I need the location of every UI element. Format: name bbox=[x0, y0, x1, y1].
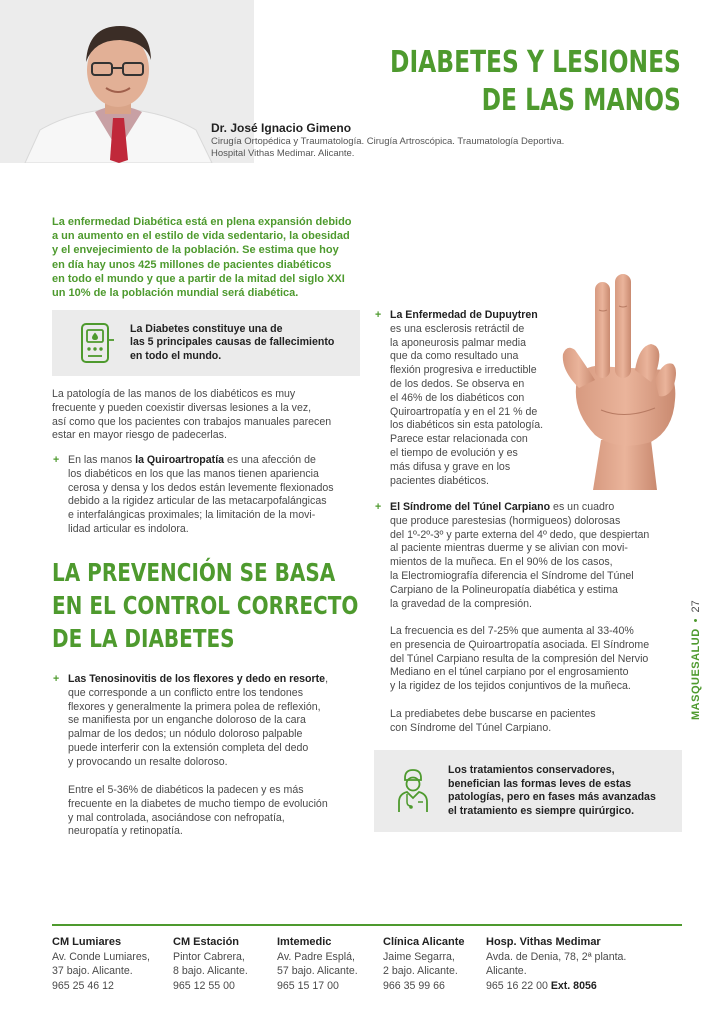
text-line: lidad articular es indolora. bbox=[68, 522, 189, 535]
page-number: 27 bbox=[690, 600, 702, 613]
location-phone: 965 15 17 00 bbox=[277, 979, 339, 992]
text-line: y la rigidez de los tejidos conjuntivos de la muñeca. bbox=[390, 680, 631, 693]
text-line: que produce parestesias (hormigueos) dolorosas bbox=[390, 514, 621, 527]
text-line: Entre el 5-36% de diabéticos la padecen y es más bbox=[68, 784, 304, 796]
text-line: el tiempo de evolución y es bbox=[390, 446, 518, 459]
location-address: Alicante. bbox=[486, 965, 527, 977]
footer-divider bbox=[52, 924, 682, 926]
text-line: frecuente y pueden coexistir diversas lesiones a la vez, bbox=[52, 401, 312, 414]
text-line: que da como resultado una bbox=[390, 350, 519, 363]
text-line: Parece estar relacionada con bbox=[390, 433, 528, 446]
text-line: y mal controlada, asociándose con nefropatía, bbox=[68, 811, 285, 824]
author-role-line-2: Hospital Vithas Medimar. Alicante. bbox=[211, 148, 355, 159]
location-address: Av. Padre Esplá, bbox=[277, 950, 355, 963]
text-line: la Electromiografía diferencia el Síndrome del Túnel bbox=[390, 569, 634, 582]
heading-line: EN EL CONTROL CORRECTO bbox=[52, 591, 359, 620]
text-line: pacientes diabéticos. bbox=[390, 474, 489, 487]
text-span: es una afección de bbox=[224, 454, 316, 466]
doctor-icon bbox=[396, 768, 430, 814]
callout-line: patologías, pero en fases más avanzadas bbox=[448, 791, 656, 803]
callout-diabetes-deaths bbox=[52, 310, 360, 376]
text-line: e interfalángicas proximales; la limitación de la movi- bbox=[68, 509, 316, 522]
text-line: palmar de los dedos; un nódulo doloroso palpable bbox=[68, 728, 303, 741]
intro-paragraph bbox=[52, 215, 362, 300]
intro-line: a un aumento en el estilo de vida sedentario, la obesidad bbox=[52, 230, 350, 243]
location-name: CM Lumiares bbox=[52, 936, 122, 948]
text-line: mientos de la muñeca. En el 90% de los casos, bbox=[390, 556, 613, 569]
text-line: en presencia de Quiroartropatía asociada. El Síndrome bbox=[390, 638, 650, 651]
location-name: Imtemedic bbox=[277, 936, 332, 948]
location-address: 37 bajo. Alicante. bbox=[52, 965, 133, 977]
text-line: estar en mayor riesgo de padecerlas. bbox=[52, 429, 227, 442]
section-heading-prevention bbox=[52, 556, 358, 655]
text-line: la aponeurosis palmar media bbox=[390, 336, 527, 349]
text-span: En las manos bbox=[68, 454, 136, 466]
intro-line: y el envejecimiento de la población. Se estima que hoy bbox=[52, 244, 339, 257]
text-line: al paciente mientras duerme y se alivian con movi- bbox=[390, 542, 628, 555]
text-line: los diabéticos en los que las manos tienen apariencia bbox=[68, 467, 319, 480]
text-line: y provocando un resalte doloroso. bbox=[68, 755, 228, 768]
location-cm-estacion bbox=[173, 935, 248, 993]
bullet-lead: La Enfermedad de Dupuytren bbox=[390, 309, 538, 321]
text-line: se manifiesta por un enganche doloroso de la cara bbox=[68, 714, 306, 727]
location-cm-lumiares bbox=[52, 935, 150, 993]
location-clinica-alicante bbox=[383, 935, 465, 993]
text-line: más difusa y grave en los bbox=[390, 460, 511, 473]
author-block bbox=[211, 121, 681, 160]
text-line: flexores y generalmente la primera polea de reflexión, bbox=[68, 700, 321, 713]
heading-line: DE LA DIABETES bbox=[52, 624, 235, 653]
location-name: Clínica Alicante bbox=[383, 936, 465, 948]
location-phone bbox=[486, 979, 626, 994]
author-role-line-1: Cirugía Ortopédica y Traumatología. Cirugía Artroscópica. Traumatología Deportiva. bbox=[211, 136, 565, 147]
magazine-brand: MASQUESALUD bbox=[690, 628, 702, 720]
bullet-lead: El Síndrome del Túnel Carpiano bbox=[390, 501, 551, 513]
callout-text bbox=[130, 323, 334, 364]
location-address: 57 bajo. Alicante. bbox=[277, 965, 358, 977]
location-address: 8 bajo. Alicante. bbox=[173, 965, 248, 977]
location-phone: 965 25 46 12 bbox=[52, 979, 114, 992]
article-title bbox=[390, 44, 681, 120]
paragraph-prediabetes bbox=[390, 708, 685, 736]
text-line: el 46% de los diabéticos con bbox=[390, 391, 525, 404]
text-line: La prediabetes debe buscarse en pacientes bbox=[390, 708, 596, 720]
paragraph-tenosinovitis-frequency bbox=[68, 784, 363, 839]
phone-number: 965 16 22 00 bbox=[486, 979, 548, 992]
intro-line: La enfermedad Diabética está en plena expansión debido bbox=[52, 216, 352, 228]
plus-bullet-icon: + bbox=[53, 673, 60, 685]
bullet-lead: Las Tenosinovitis de los flexores y dedo en resorte bbox=[68, 673, 326, 685]
text-span: es un cuadro bbox=[550, 501, 615, 513]
text-span: , bbox=[325, 673, 329, 685]
callout-line: las 5 principales causas de fallecimiento bbox=[130, 336, 335, 349]
text-line: neuropatía y retinopatía. bbox=[68, 825, 183, 838]
bullet-tunel-carpiano bbox=[375, 501, 685, 611]
location-hosp-vithas-medimar bbox=[486, 935, 626, 993]
callout-line: La Diabetes constituye una de bbox=[130, 322, 283, 335]
text-line: puede interferir con la extensión completa del dedo bbox=[68, 741, 309, 754]
text-line: Carpiano de la Polineuropatía diabética y estima bbox=[390, 583, 618, 596]
text-line: la gravedad de la compresión. bbox=[390, 597, 532, 610]
paragraph-tunel-frequency bbox=[390, 625, 685, 694]
callout-line: en todo el mundo. bbox=[130, 349, 222, 362]
location-address: Pintor Cabrera, bbox=[173, 950, 245, 963]
text-line: del Túnel Carpiano resulta de la compresión del Nervio bbox=[390, 652, 649, 665]
glucometer-icon bbox=[76, 322, 118, 364]
intro-line: un 10% de la población mundial será diabética. bbox=[52, 287, 299, 300]
text-line: cerosa y densa y los dedos están levemente flexionados bbox=[68, 481, 334, 494]
text-line: Quiroartropatía y en el 21 % de bbox=[390, 405, 538, 418]
intro-line: en día hay unos 425 millones de pacientes diabéticos bbox=[52, 258, 332, 271]
location-name: CM Estación bbox=[173, 936, 240, 948]
dupuytren-hand-icon bbox=[555, 270, 685, 490]
bullet-quiroartropatia bbox=[53, 454, 363, 537]
text-line: es una esclerosis retráctil de bbox=[390, 322, 525, 335]
intro-line: en todo el mundo y que a partir de la mitad del siglo XXI bbox=[52, 272, 345, 285]
text-line: frecuente en la diabetes de mucho tiempo de evolución bbox=[68, 797, 328, 810]
text-line: de los dedos. Se observa en bbox=[390, 377, 525, 390]
location-address: 2 bajo. Alicante. bbox=[383, 965, 458, 977]
plus-bullet-icon: + bbox=[375, 501, 382, 513]
callout-line: Los tratamientos conservadores, bbox=[448, 764, 615, 776]
text-line: así como que los pacientes con trabajos manuales parecen bbox=[52, 415, 332, 428]
bullet-lead: la Quiroartropatía bbox=[135, 454, 225, 466]
callout-line: benefician las formas leves de estas bbox=[448, 777, 632, 790]
location-phone: 965 12 55 00 bbox=[173, 979, 235, 992]
heading-line: LA PREVENCIÓN SE BASA bbox=[52, 558, 336, 587]
bullet-tenosinovitis bbox=[53, 673, 363, 770]
text-line: flexión progresiva e irreductible bbox=[390, 364, 537, 377]
title-line-2: DE LAS MANOS bbox=[481, 83, 681, 118]
location-phone: 966 35 99 66 bbox=[383, 979, 445, 992]
text-line: debido a la rigidez articular de las metacarpofalángicas bbox=[68, 495, 327, 508]
text-line: del 1º-2º-3º y parte externa del 4º dedo, que despiertan bbox=[390, 528, 650, 541]
text-line: Mediano en el túnel carpiano por el engrosamiento bbox=[390, 666, 629, 679]
text-line: La patología de las manos de los diabéticos es muy bbox=[52, 388, 296, 400]
text-line: con Síndrome del Túnel Carpiano. bbox=[390, 721, 552, 734]
location-address: Avda. de Denia, 78, 2ª planta. bbox=[486, 950, 627, 963]
paragraph-hand-pathology bbox=[52, 388, 362, 443]
callout-treatment bbox=[374, 750, 682, 832]
location-name: Hosp. Vithas Medimar bbox=[486, 936, 601, 948]
callout-line: el tratamiento es siempre quirúrgico. bbox=[448, 804, 635, 817]
separator-dot: • bbox=[690, 618, 702, 623]
plus-bullet-icon: + bbox=[53, 454, 60, 466]
author-name: Dr. José Ignacio Gimeno bbox=[211, 121, 352, 135]
text-line: los diabéticos sin esta patología. bbox=[390, 419, 544, 432]
title-line-1: DIABETES Y LESIONES bbox=[390, 45, 681, 80]
callout-text bbox=[448, 764, 656, 818]
location-address: Av. Conde Lumiares, bbox=[52, 950, 150, 963]
bullet-dupuytren bbox=[375, 309, 565, 488]
location-imtemedic bbox=[277, 935, 358, 993]
footer-locations bbox=[52, 935, 692, 1005]
phone-extension: Ext. 8056 bbox=[550, 979, 597, 992]
text-line: que corresponde a un conflicto entre los tendones bbox=[68, 686, 303, 699]
plus-bullet-icon: + bbox=[375, 309, 382, 321]
text-line: La frecuencia es del 7-25% que aumenta al 33-40% bbox=[390, 625, 634, 637]
side-magazine-label bbox=[690, 600, 702, 720]
location-address: Jaime Segarra, bbox=[383, 950, 455, 963]
